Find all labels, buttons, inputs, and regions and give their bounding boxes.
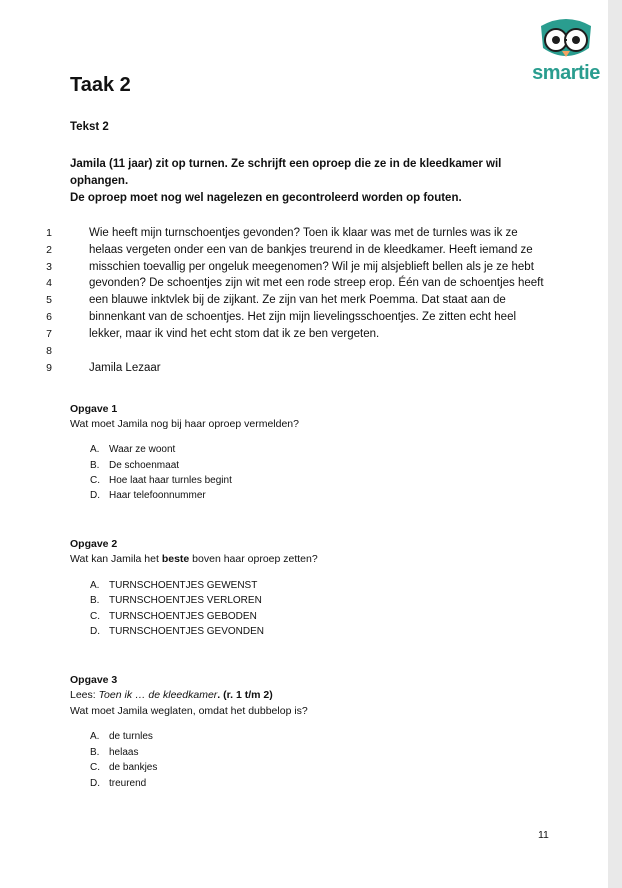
line-number: 6: [46, 311, 52, 323]
read-prefix: Lees:: [70, 689, 99, 701]
read-instruction: [70, 689, 273, 701]
option-letter: D.: [90, 778, 100, 789]
option-text: helaas: [109, 747, 139, 758]
text-subtitle: Tekst 2: [70, 121, 109, 133]
page-number: 11: [538, 829, 549, 841]
read-reference: . (r. 1 t/m 2): [217, 689, 273, 701]
line-text: helaas vergeten onder een van de bankjes treurend in de kleedkamer. Heeft iemand ze: [89, 244, 533, 256]
owl-icon: [537, 18, 595, 62]
answer-option[interactable]: [90, 580, 257, 591]
line-text: Jamila Lezaar: [89, 362, 161, 374]
option-letter: A.: [90, 444, 100, 455]
text-line: [0, 275, 608, 292]
line-text: gevonden? De schoentjes zijn wit met een rode streep erop. Één van de schoentjes heeft: [89, 277, 544, 289]
line-text: binnenkant van de schoentjes. Het zijn mijn lievelingsschoentjes. Ze zitten echt heel: [89, 311, 517, 323]
question-text: Wat moet Jamila weglaten, omdat het dubbelop is?: [70, 705, 308, 717]
question-emphasis: beste: [161, 553, 190, 565]
text-line: [0, 360, 608, 377]
question-text: Wat moet Jamila nog bij haar oproep vermelden?: [70, 418, 299, 430]
line-number: 3: [46, 261, 52, 273]
text-line: [0, 326, 608, 343]
intro-line: Jamila (11 jaar) zit op turnen. Ze schrijft een oproep die ze in de kleedkamer wil ophangen.: [70, 158, 502, 187]
option-text: treurend: [109, 778, 147, 789]
question-text-part: boven haar oproep zetten?: [189, 553, 318, 565]
page-title: Taak 2: [70, 74, 131, 96]
text-line: [0, 242, 608, 259]
text-line: [0, 225, 608, 242]
answer-option[interactable]: [90, 778, 146, 789]
answer-option[interactable]: [90, 475, 232, 486]
question-text-part: Wat kan Jamila het: [70, 553, 162, 565]
text-line: [0, 259, 608, 276]
answer-option[interactable]: [90, 595, 262, 606]
line-text: misschien toevallig per ongeluk meegenomen? Wil je mij alsjeblieft bellen als je ze hebt: [89, 261, 534, 273]
option-text: De schoenmaat: [109, 460, 180, 471]
option-text: TURNSCHOENTJES GEWENST: [109, 580, 258, 591]
smartie-logo: [528, 18, 604, 88]
option-text: TURNSCHOENTJES VERLOREN: [109, 595, 262, 606]
read-quote: Toen ik … de kleedkamer: [98, 689, 218, 701]
line-text: Wie heeft mijn turnschoentjes gevonden? Toen ik klaar was met de turnles was ik ze: [89, 227, 518, 239]
option-letter: D.: [90, 626, 100, 637]
line-number: 1: [46, 227, 52, 239]
line-number: 4: [46, 277, 52, 289]
option-text: Haar telefoonnummer: [109, 490, 206, 501]
option-text: de bankjes: [109, 762, 158, 773]
line-number: 7: [46, 328, 52, 340]
option-letter: C.: [90, 611, 100, 622]
question-title: Opgave 2: [70, 538, 118, 550]
intro-text: [70, 156, 510, 207]
option-text: de turnles: [109, 731, 153, 742]
line-text: lekker, maar ik vind het echt stom dat ik ze ben vergeten.: [89, 328, 380, 340]
option-text: Hoe laat haar turnles begint: [109, 475, 232, 486]
option-letter: C.: [90, 762, 100, 773]
option-text: TURNSCHOENTJES GEBODEN: [109, 611, 257, 622]
line-number: 8: [46, 345, 52, 357]
answer-option[interactable]: [90, 747, 138, 758]
option-letter: A.: [90, 580, 100, 591]
line-number: 5: [46, 294, 52, 306]
option-letter: C.: [90, 475, 100, 486]
option-letter: B.: [90, 595, 100, 606]
line-text: een blauwe inktvlek bij de zijkant. Ze zijn van het merk Poemma. Dat staat aan de: [89, 294, 506, 306]
answer-option[interactable]: [90, 762, 157, 773]
answer-option[interactable]: [90, 626, 264, 637]
option-letter: A.: [90, 731, 100, 742]
option-letter: B.: [90, 460, 100, 471]
question-title: Opgave 3: [70, 674, 118, 686]
answer-option[interactable]: [90, 490, 206, 501]
answer-option[interactable]: [90, 444, 175, 455]
option-letter: B.: [90, 747, 100, 758]
question-title: Opgave 1: [70, 403, 118, 415]
line-number: 9: [46, 362, 52, 374]
option-text: Waar ze woont: [109, 444, 176, 455]
line-number: 2: [46, 244, 52, 256]
answer-option[interactable]: [90, 460, 179, 471]
option-letter: D.: [90, 490, 100, 501]
option-text: TURNSCHOENTJES GEVONDEN: [109, 626, 265, 637]
intro-line: De oproep moet nog wel nagelezen en gecontroleerd worden op fouten.: [70, 192, 462, 204]
text-line: [0, 309, 608, 326]
text-line: [0, 292, 608, 309]
question-text: [70, 553, 318, 565]
answer-option[interactable]: [90, 611, 257, 622]
text-line: [0, 343, 608, 360]
answer-option[interactable]: [90, 731, 153, 742]
logo-text: smartie: [532, 62, 600, 84]
